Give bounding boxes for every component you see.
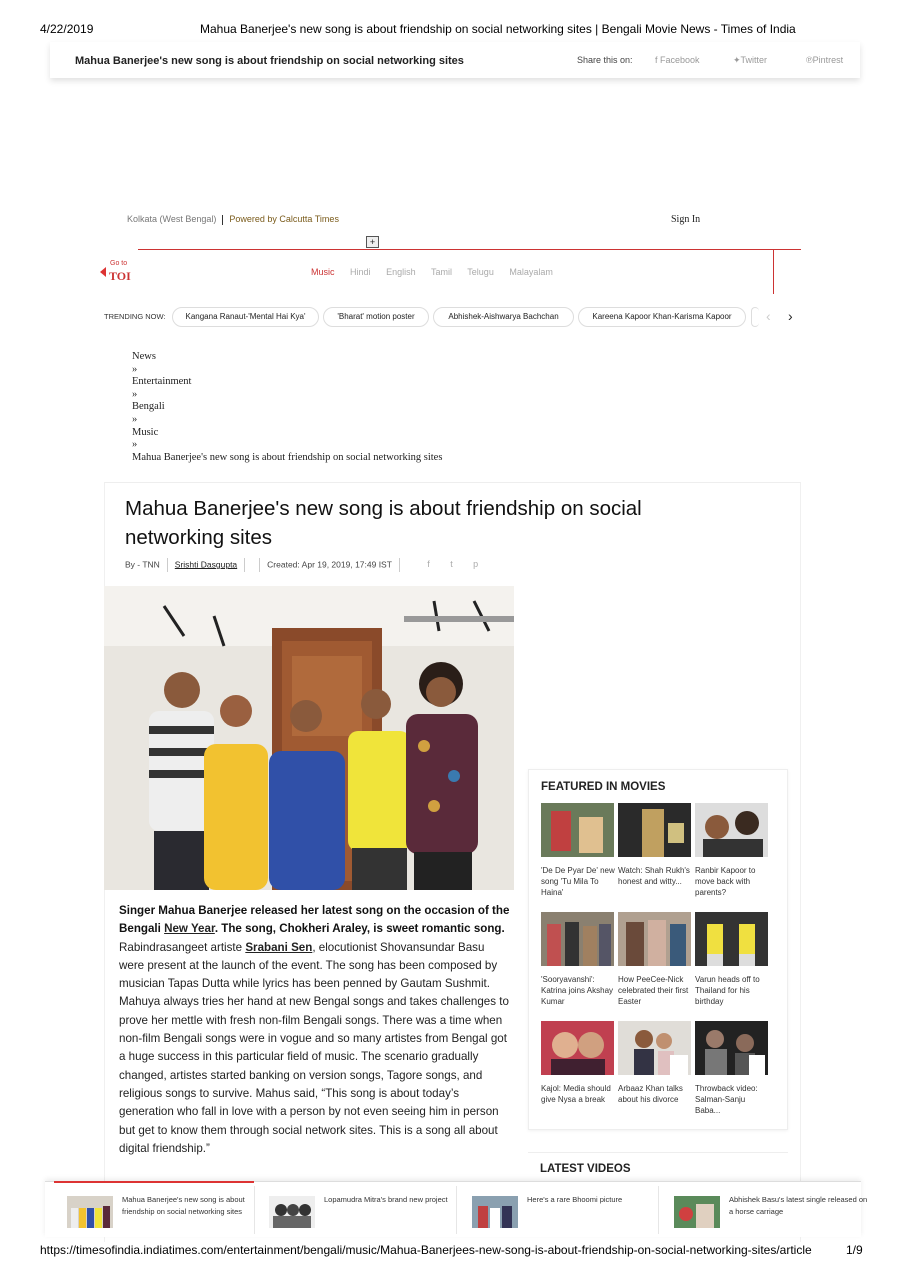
twitter-icon: ✦ [733,55,741,65]
nav-malayalam[interactable]: Malayalam [509,267,553,277]
section-nav [311,267,566,277]
breadcrumb-entertainment[interactable]: Entertainment [132,376,192,388]
strip-thumb [674,1196,720,1228]
srabani-sen-link[interactable]: Srabani Sen [245,940,313,954]
featured-item[interactable] [541,803,615,898]
featured-thumb [618,803,691,857]
trending-pill[interactable]: Abhishek-Aishwarya Bachchan [433,307,574,327]
city-line [127,214,339,225]
featured-item[interactable] [618,912,692,1007]
strip-thumb [269,1196,315,1228]
nav-divider [138,249,801,250]
featured-caption: Arbaaz Khan talks about his divorce [618,1084,683,1104]
latest-videos-title: LATEST VIDEOS [540,1163,631,1175]
share-label: Share this on: [577,55,633,65]
breadcrumb-sep: » [132,388,138,400]
article-body [119,902,511,1158]
featured-thumb [541,1021,614,1075]
facebook-icon: f [655,55,661,65]
pinterest-icon[interactable]: p [473,559,479,570]
trending-pill[interactable]: Kangana Ranaut-'Mental Hai Kya' [172,307,319,327]
featured-caption: How PeeCee-Nick celebrated their first Easter [618,975,689,1006]
featured-caption: 'Sooryavanshi': Katrina joins Akshay Kumar [541,975,614,1006]
body-text-1: Rabindrasangeet artiste [119,940,246,954]
featured-item[interactable] [618,1021,692,1116]
nav-music[interactable]: Music [311,267,335,277]
pinterest-share-link[interactable]: ℗Pintrest [806,55,844,65]
strip-text: Abhishek Basu's latest single released on a horse carriage [729,1195,868,1216]
print-url: https://timesofindia.indiatimes.com/entertainment/bengali/music/Mahua-Banerjees-new-song-is-about-friendship-on-social-networking-sites/article [40,1243,812,1257]
sharebar-title: Mahua Banerjee's new song is about friendship on social networking sites [75,55,464,67]
featured-item[interactable] [695,803,769,898]
featured-item[interactable] [541,1021,615,1116]
strip-divider [254,1186,255,1234]
pinterest-icon: ℗ [806,55,813,65]
sticky-share-bar [50,42,860,78]
goto-label: Go to [110,260,128,267]
powered-by[interactable]: Powered by Calcutta Times [229,214,339,224]
active-indicator [54,1181,254,1183]
featured-caption: Watch: Shah Rukh's honest and witty... [618,866,690,886]
expand-button[interactable]: + [366,236,379,248]
featured-thumb [541,803,614,857]
print-page-number: 1/9 [846,1243,863,1257]
breadcrumb [132,351,442,464]
chevron-left-icon[interactable]: ‹ [766,308,771,324]
article-photo [104,586,514,890]
nav-vertical-divider [773,250,774,294]
featured-thumb [618,1021,691,1075]
strip-thumb [67,1196,113,1228]
body-text-2: , elocutionist Shovansundar Basu were present at the launch of the event. The song has been composed by musician Tapas Dutta while lyrics has been penned by Gautam Sushmit. Mahuya always tries her hand at new Bengal songs and takes challenges to prove her mettle with fresh non-film Bengali songs. There was a time when non-film Bengali songs were in vogue and so many artistes from Bengal got a huge success in this particular field of music. The scenario gradually changed, artistes started banking on version songs, Tagore songs, and religious songs to survive. Mahus said, “This song is about today’s generation who fall in love with a person by not even seeing him in person but get to know them through social network sites. This is a song all about digital friendship.” [119,940,509,1155]
breadcrumb-news[interactable]: News [132,351,156,362]
caret-left-icon [100,267,106,277]
featured-caption: Kajol: Media should give Nysa a break [541,1084,611,1104]
strip-divider [456,1186,457,1234]
twitter-share-link[interactable]: ✦Twitter [733,55,768,65]
featured-thumb [695,803,768,857]
new-year-link[interactable]: New Year [164,922,215,936]
created-time: Created: Apr 19, 2019, 17:49 IST [267,559,392,570]
twitter-icon[interactable]: t [450,559,453,570]
strip-thumb [472,1196,518,1228]
lead-bold-2: . The song, Chokheri Araley, is sweet romantic song. [214,922,505,936]
byline-source: By - TNN [125,559,160,570]
byline [125,558,478,572]
strip-item[interactable] [67,1194,262,1230]
print-title: Mahua Banerjee's new song is about friendship on social networking sites | Bengali Movie News - Times of India [200,22,796,36]
nav-hindi[interactable]: Hindi [350,267,371,277]
article-headline: Mahua Banerjee's new song is about friendship on social networking sites [125,497,642,549]
video-strip [45,1181,868,1237]
breadcrumb-bengali[interactable]: Bengali [132,401,165,413]
featured-thumb [695,1021,768,1075]
featured-title: FEATURED IN MOVIES [541,781,666,793]
city-name[interactable]: Kolkata (West Bengal) [127,214,217,224]
breadcrumb-current: Mahua Banerjee's new song is about friendship on social networking sites [132,451,443,463]
strip-text: Lopamudra Mitra's brand new project [324,1195,448,1204]
trending-label: TRENDING NOW: [104,312,166,321]
featured-thumb [541,912,614,966]
author-link[interactable]: Srishti Dasgupta [174,559,238,570]
breadcrumb-sep: » [132,439,138,451]
strip-item[interactable] [674,1194,869,1230]
strip-item[interactable] [472,1194,667,1230]
trending-pill[interactable]: Kareena Kapoor Khan-Karisma Kapoor [578,307,746,327]
nav-telugu[interactable]: Telugu [467,267,494,277]
featured-caption: Varun heads off to Thailand for his birthday [695,975,760,1006]
breadcrumb-sep: » [132,413,138,425]
featured-caption: 'De De Pyar De' new song 'Tu Mila To Haina' [541,866,615,897]
strip-text: Here's a rare Bhoomi picture [527,1195,623,1204]
breadcrumb-music[interactable]: Music [132,426,159,438]
nav-tamil[interactable]: Tamil [430,267,452,277]
toi-logo: TOI [109,269,131,283]
featured-item[interactable] [618,803,692,898]
strip-item[interactable] [269,1194,464,1230]
sign-in-link[interactable]: Sign In [671,214,701,225]
facebook-share-link[interactable]: f Facebook [655,55,700,65]
breadcrumb-sep: » [132,363,138,375]
print-date: 4/22/2019 [40,22,94,36]
lead-bold: Singer Mahua Banerjee released her latest song on the occasion of the Bengali [119,904,510,936]
featured-thumb [695,912,768,966]
trending-pill[interactable]: 'Bharat' motion poster [323,307,429,327]
featured-thumb [618,912,691,966]
featured-item[interactable] [695,1021,769,1116]
featured-in-movies [528,769,788,1130]
trending-pill-overflow [751,307,759,327]
featured-caption: Throwback video: Salman-Sanju Baba... [695,1084,758,1115]
featured-item[interactable] [695,912,769,1007]
nav-english[interactable]: English [386,267,416,277]
facebook-icon[interactable]: f [427,559,430,570]
featured-caption: Ranbir Kapoor to move back with parents? [695,866,756,897]
featured-item[interactable] [541,912,615,1007]
strip-text: Mahua Banerjee's new song is about friendship on social networking sites [122,1195,245,1216]
chevron-right-icon[interactable]: › [788,308,793,324]
strip-divider [658,1186,659,1234]
